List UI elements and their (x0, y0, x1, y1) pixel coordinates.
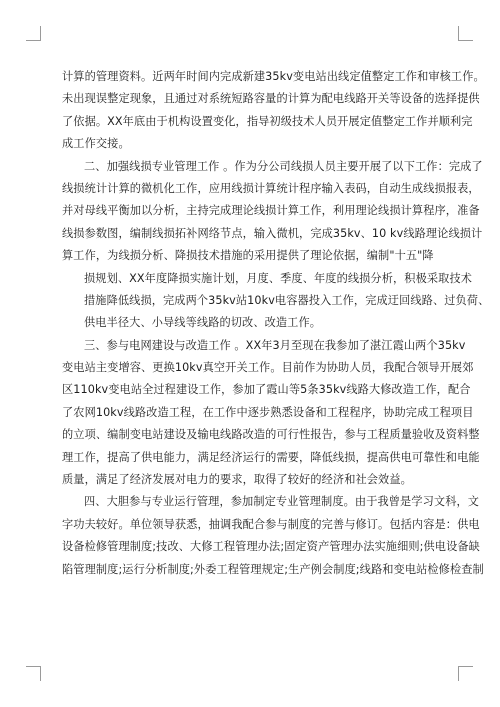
crop-mark-top-right (458, 26, 473, 41)
text-line: 四、大胆参与专业运行管理，参加制定专业管理制度。由于我曾是学习文科，文 (84, 495, 480, 509)
text-line: 陷管理制度;运行分析制度;外委工程管理规定;生产例会制度;线路和变电站检修检查制 (62, 562, 484, 576)
paragraph-1 (62, 66, 485, 156)
text-line: 三、参与电网建设与改造工作 。XX年3月至现在我参加了湛江霞山两个35kv (84, 338, 466, 352)
paragraph-3 (62, 335, 480, 492)
paragraph-4 (62, 491, 484, 581)
text-line: 计算的管理资料。近两年时间内完成新建35kv变电站出线定值整定工作和审核工作。 (62, 70, 485, 83)
crop-mark-bottom-right (458, 666, 473, 681)
text-line: 损规划、XX年度降损实施计划，月度、季度、年度的线损分析，积极采取技术 (84, 271, 473, 285)
document-body (62, 66, 490, 581)
text-line: 区110kv变电站全过程建设工作，参加了霞山等5条35kv线路大修改造工作，配合 (62, 383, 471, 397)
text-line: 设备检修管理制度;技改、大修工程管理办法;固定资产管理办法实施细则;供电设备缺 (62, 540, 480, 554)
text-line: 算工作，为线损分析、降损技术措施的采用提供了理论依据，编制"十五"降 (62, 249, 434, 263)
text-line: 变电站主变增容、更换10kv真空开关工作。目前作为协助人员，我配合领导开展郊 (62, 361, 474, 375)
text-line: 供电半径大、小导线等线路的切改、改造工作。 (84, 316, 322, 330)
text-line: 线损参数图，编制线损拓补网络节点，输入微机，完成35kv、10 kv线路理论线损计 (62, 226, 483, 240)
text-line: 了依据。XX年底由于机构设置变化，指导初级技术人员开展定值整定工作并顺利完 (62, 114, 473, 128)
text-line: 字功夫较好。单位领导获悉，抽调我配合参与制度的完善与修订。包括内容是：供电 (62, 517, 480, 531)
crop-mark-bottom-left (26, 666, 41, 681)
text-line: 并对母线平衡加以分析，主持完成理论线损计算工作，利用理论线损计算程序，准备 (62, 204, 480, 218)
text-line: 理工作，提高了供电能力，满足经济运行的需要，降低线损，提高供电可靠性和电能 (62, 450, 480, 464)
paragraph-2 (62, 156, 490, 335)
text-line: 线损统计计算的微机化工作，应用线损计算统计程序输入表码，自动生成线损报表， (62, 181, 480, 195)
text-line: 的立项、编制变电站建设及输电线路改造的可行性报告，参与工程质量验收及资料整 (62, 428, 480, 442)
text-line: 措施降低线损，完成两个35kv站10kv电容器投入工作，完成迂回线路、过负荷、 (84, 293, 490, 307)
text-line: 质量，满足了经济发展对电力的要求，取得了较好的经济和社会效益。 (62, 473, 412, 487)
text-line: 二、加强线损专业管理工作 。作为分公司线损人员主要开展了以下工作：完成了 (84, 159, 483, 173)
text-line: 未出现误整定现象，且通过对系统短路容量的计算为配电线路开关等设备的选择提供 (62, 92, 480, 106)
text-line: 了农网10kv线路改造工程，在工作中逐步熟悉设备和工程程序，协助完成工程项目 (62, 405, 474, 419)
crop-mark-top-left (26, 26, 41, 41)
text-line: 成工作交接。 (62, 137, 130, 151)
